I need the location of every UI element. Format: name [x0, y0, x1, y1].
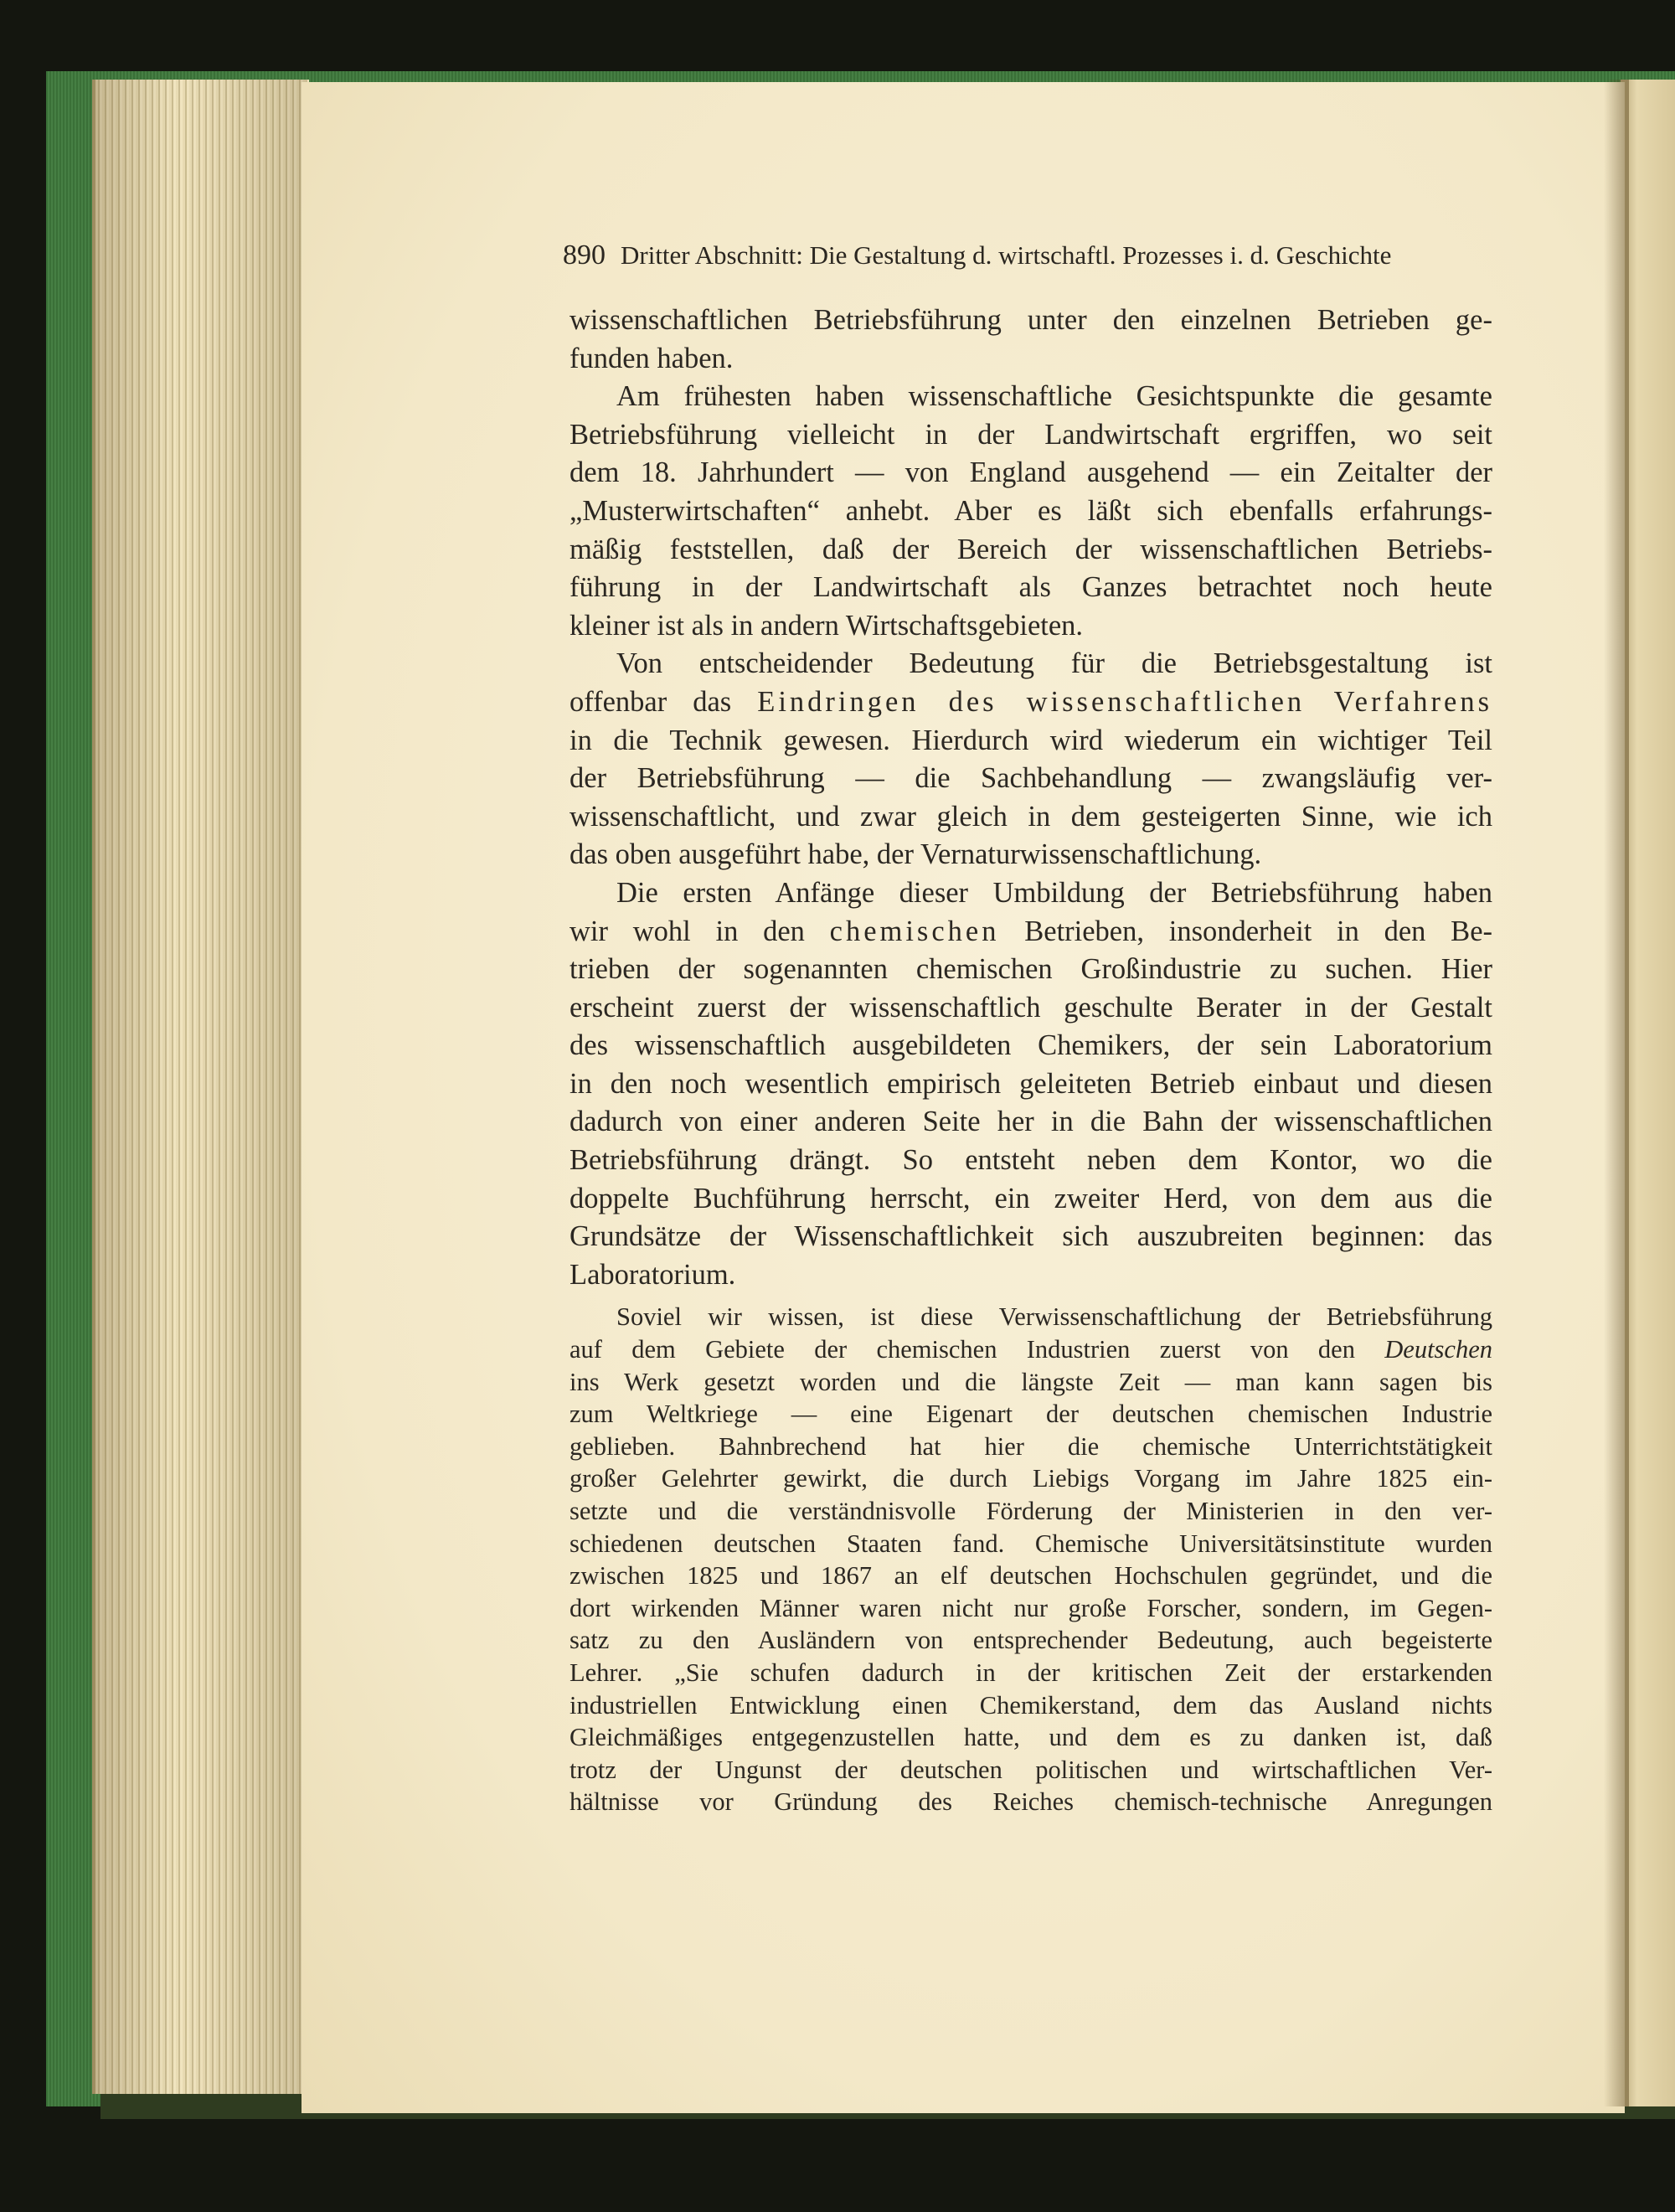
paragraph-3 [570, 645, 1492, 874]
emphasis-spaced: chemischen [829, 915, 1000, 947]
text-line [570, 1333, 1492, 1366]
text-line: in den noch wesentlich empirisch geleiteten Betrieb einbaut und diesen [570, 1067, 1492, 1100]
paragraph-1 [570, 302, 1492, 378]
text-line: Soviel wir wissen, ist diese Verwissenschaftlichung der Betriebsführung [616, 1302, 1492, 1332]
page-number: 890 [563, 240, 606, 271]
text-line [570, 913, 1492, 951]
text-line: schiedenen deutschen Staaten fand. Chemische Universitätsinstitute wurden [570, 1529, 1492, 1558]
text-line: erscheint zuerst der wissenschaftlich geschulte Berater in der Gestalt [570, 991, 1492, 1024]
text-line: des wissenschaftlich ausgebildeten Chemikers, der sein Laboratorium [570, 1029, 1492, 1062]
body-text [570, 302, 1492, 1818]
text-run: wir wohl in den [570, 915, 830, 947]
text-line: wissenschaftlichen Betriebsführung unter den einzelnen Betrieben ge- [570, 304, 1492, 336]
text-line: hältnisse vor Gründung des Reiches chemisch-technische Anregungen [570, 1787, 1492, 1817]
text-line: „Musterwirtschaften“ anhebt. Aber es läßt sich ebenfalls erfahrungs- [570, 494, 1492, 527]
text-line: kleiner ist als in andern Wirtschaftsgebieten. [570, 609, 1084, 642]
text-line: das oben ausgeführt habe, der Vernaturwissenschaftlichung. [570, 838, 1262, 871]
text-line [570, 683, 1492, 722]
paragraph-4 [570, 874, 1492, 1295]
text-line: in die Technik gewesen. Hierdurch wird wiederum ein wichtiger Teil [570, 724, 1492, 756]
page-gutter-shadow [1604, 80, 1629, 2106]
text-line: funden haben. [570, 342, 734, 374]
text-line: Grundsätze der Wissenschaftlichkeit sich auszubreiten beginnen: das [570, 1220, 1492, 1253]
text-line: industriellen Entwicklung einen Chemikerstand, dem das Ausland nichts [570, 1690, 1492, 1720]
text-run: offenbar das [570, 685, 758, 718]
paragraph-5-small-print [570, 1301, 1492, 1818]
text-line: trieben der sogenannten chemischen Großindustrie zu suchen. Hier [570, 953, 1492, 986]
text-line: dem 18. Jahrhundert — von England ausgehend — ein Zeitalter der [570, 456, 1492, 489]
text-line: Betriebsführung vielleicht in der Landwirtschaft ergriffen, wo seit [570, 418, 1492, 451]
text-line: setzte und die verständnisvolle Förderung der Ministerien in den ver- [570, 1497, 1492, 1525]
paragraph-gap [570, 1294, 1492, 1301]
text-line: geblieben. Bahnbrechend hat hier die chemische Unterrichtstätigkeit [570, 1431, 1492, 1461]
text-line: ins Werk gesetzt worden und die längste Zeit — man kann sagen bis [570, 1367, 1492, 1396]
text-line: Am frühesten haben wissenschaftliche Gesichtspunkte die gesamte [616, 380, 1492, 413]
text-line: der Betriebsführung — die Sachbehandlung — zwangsläufig ver- [570, 762, 1492, 795]
text-run: auf dem Gebiete der chemischen Industrien zuerst von den [570, 1335, 1385, 1364]
page-stack-shadow [92, 80, 306, 2094]
text-line: dort wirkenden Männer waren nicht nur große Forscher, sondern, im Gegen- [570, 1593, 1492, 1622]
text-run: Betrieben, insonderheit in den Be- [999, 915, 1492, 947]
emphasis-spaced: Eindringen des wissenschaftlichen Verfahrens [757, 685, 1493, 718]
running-title: Dritter Abschnitt: Die Gestaltung d. wirtschaftl. Prozesses i. d. Geschichte [621, 240, 1392, 270]
text-line: dadurch von einer anderen Seite her in die Bahn der wissenschaftlichen [570, 1106, 1492, 1138]
text-line: zwischen 1825 und 1867 an elf deutschen Hochschulen gegründet, und die [570, 1561, 1492, 1591]
text-line: großer Gelehrter gewirkt, die durch Liebigs Vorgang im Jahre 1825 ein- [570, 1464, 1492, 1493]
text-line: satz zu den Ausländern von entsprechender Bedeutung, auch begeisterte [570, 1626, 1492, 1655]
text-line: doppelte Buchführung herrscht, ein zweiter Herd, von dem aus die [570, 1182, 1492, 1214]
text-line: zum Weltkriege — eine Eigenart der deutschen chemischen Industrie [570, 1400, 1492, 1429]
paragraph-2 [570, 378, 1492, 645]
text-line: Gleichmäßiges entgegenzustellen hatte, und dem es zu danken ist, daß [570, 1723, 1492, 1752]
text-line: trotz der Ungunst der deutschen politischen und wirtschaftlichen Ver- [570, 1755, 1492, 1784]
text-line: wissenschaftlicht, und zwar gleich in dem gesteigerten Sinne, wie ich [570, 800, 1492, 833]
text-line: mäßig feststellen, daß der Bereich der wissenschaftlichen Betriebs- [570, 533, 1492, 565]
text-line: führung in der Landwirtschaft als Ganzes betrachtet noch heute [570, 571, 1492, 604]
running-header [563, 240, 1492, 271]
text-line: Laboratorium. [570, 1258, 736, 1291]
text-line: Lehrer. „Sie schufen dadurch in der kritischen Zeit der erstarkenden [570, 1658, 1492, 1687]
text-line: Die ersten Anfänge dieser Umbildung der Betriebsführung haben [616, 876, 1492, 909]
emphasis-italic: Deutschen [1384, 1335, 1492, 1364]
text-line: Betriebsführung drängt. So entsteht neben dem Kontor, wo die [570, 1144, 1492, 1177]
text-line: Von entscheidender Bedeutung für die Betriebsgestaltung ist [616, 647, 1492, 680]
